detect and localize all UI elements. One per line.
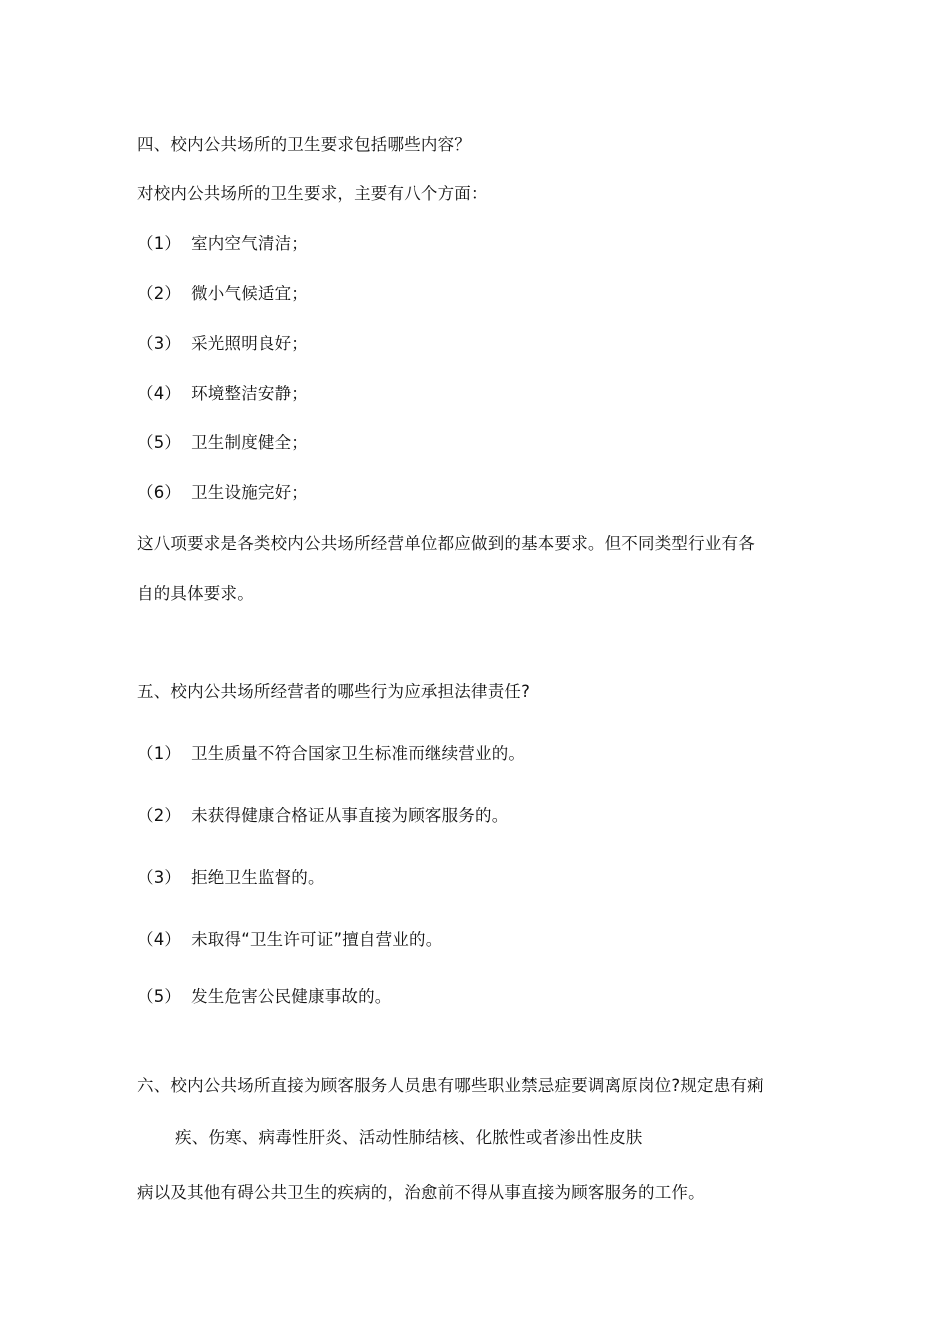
section4-intro: 对校内公共场所的卫生要求，主要有八个方面： xyxy=(137,184,488,203)
item-text: 发生危害公民健康事故的。 xyxy=(191,987,392,1006)
section5-item xyxy=(137,867,325,889)
section4-item xyxy=(137,283,308,305)
section5-heading: 五、校内公共场所经营者的哪些行为应承担法律责任? xyxy=(137,682,531,701)
section4-item xyxy=(137,333,308,355)
item-text: 卫生制度健全； xyxy=(191,433,309,452)
section5-item xyxy=(137,743,525,765)
item-number: （3） xyxy=(137,334,182,353)
item-text: 未获得健康合格证从事直接为顾客服务的。 xyxy=(191,806,509,825)
section4-item xyxy=(137,432,308,454)
item-number: （5） xyxy=(137,433,182,452)
section4-item xyxy=(137,383,308,405)
item-text: 室内空气清洁； xyxy=(191,234,309,253)
section4-summary-line1: 这八项要求是各类校内公共场所经营单位都应做到的基本要求。但不同类型行业有各 xyxy=(137,534,755,553)
section4-summary-line2: 自的具体要求。 xyxy=(137,584,254,603)
section4-item xyxy=(137,482,308,504)
section4-item xyxy=(137,233,308,255)
item-number: （1） xyxy=(137,744,182,763)
item-text: 环境整洁安静； xyxy=(191,384,309,403)
item-number: （2） xyxy=(137,284,182,303)
section5-item xyxy=(137,805,508,827)
section6-heading: 六、校内公共场所直接为顾客服务人员患有哪些职业禁忌症要调离原岗位?规定患有痢 xyxy=(137,1076,764,1095)
item-number: （2） xyxy=(137,806,182,825)
item-number: （4） xyxy=(137,384,182,403)
section6-line2: 疾、伤寒、病毒性肝炎、活动性肺结核、化脓性或者渗出性皮肤 xyxy=(175,1128,643,1147)
item-text: 拒绝卫生监督的。 xyxy=(191,868,325,887)
item-text: 卫生质量不符合国家卫生标准而继续营业的。 xyxy=(191,744,526,763)
item-text: 未取得“卫生许可证”擅自营业的。 xyxy=(191,930,443,949)
item-text: 卫生设施完好； xyxy=(191,483,309,502)
item-number: （5） xyxy=(137,987,182,1006)
section6-line3: 病以及其他有碍公共卫生的疾病的，治愈前不得从事直接为顾客服务的工作。 xyxy=(137,1183,705,1202)
section5-item xyxy=(137,986,392,1008)
item-number: （4） xyxy=(137,930,182,949)
item-number: （6） xyxy=(137,483,182,502)
item-number: （1） xyxy=(137,234,182,253)
section5-item xyxy=(137,929,442,951)
item-text: 微小气候适宜； xyxy=(191,284,309,303)
item-number: （3） xyxy=(137,868,182,887)
section4-heading: 四、校内公共场所的卫生要求包括哪些内容？ xyxy=(137,135,471,154)
item-text: 采光照明良好； xyxy=(191,334,309,353)
